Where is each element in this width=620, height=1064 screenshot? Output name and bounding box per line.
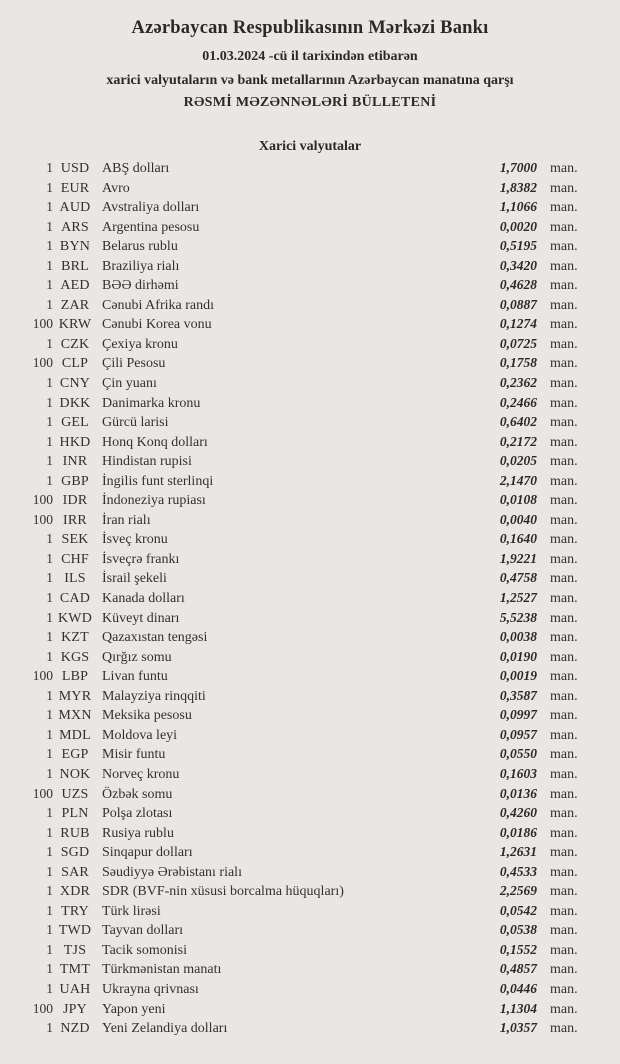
currency-name: Çin yuanı bbox=[102, 376, 157, 392]
quantity: 1 bbox=[46, 179, 53, 195]
rate-row bbox=[0, 275, 620, 295]
quantity: 1 bbox=[46, 765, 53, 781]
rate-row bbox=[0, 412, 620, 432]
currency-name: Tacik somonisi bbox=[102, 942, 187, 958]
rate-row bbox=[0, 236, 620, 256]
unit-label: man. bbox=[550, 434, 578, 450]
quantity: 1 bbox=[46, 629, 53, 645]
unit-label: man. bbox=[550, 278, 578, 294]
currency-code: MDL bbox=[59, 727, 91, 743]
rate-value: 0,1603 bbox=[499, 765, 537, 781]
rate-value: 0,0997 bbox=[499, 707, 537, 723]
section-title: Xarici valyutalar bbox=[258, 139, 362, 154]
rate-value: 0,3420 bbox=[499, 257, 537, 273]
currency-name: Yapon yeni bbox=[102, 1001, 166, 1017]
rate-value: 0,0550 bbox=[499, 746, 537, 762]
rate-value: 1,9221 bbox=[499, 550, 537, 566]
unit-label: man. bbox=[550, 297, 578, 313]
unit-label: man. bbox=[550, 1021, 578, 1037]
quantity: 1 bbox=[46, 746, 53, 762]
unit-label: man. bbox=[550, 493, 578, 509]
rate-row bbox=[0, 549, 620, 569]
currency-name: Cənubi Afrika randı bbox=[102, 297, 214, 313]
rate-row bbox=[0, 823, 620, 843]
rate-row bbox=[0, 451, 620, 471]
currency-code: ILS bbox=[64, 571, 86, 587]
currency-code: GBP bbox=[61, 473, 89, 489]
quantity: 100 bbox=[32, 511, 53, 527]
currency-code: BRL bbox=[61, 258, 89, 274]
unit-label: man. bbox=[550, 903, 578, 919]
currency-code: KZT bbox=[61, 630, 89, 646]
unit-label: man. bbox=[550, 747, 578, 763]
currency-name: İndoneziya rupiası bbox=[102, 493, 206, 509]
unit-label: man. bbox=[550, 239, 578, 255]
rate-value: 0,0190 bbox=[499, 648, 537, 664]
rate-value: 1,2527 bbox=[499, 590, 537, 606]
rate-row bbox=[0, 373, 620, 393]
rate-row bbox=[0, 881, 620, 901]
currency-code: JPY bbox=[63, 1001, 87, 1017]
currency-code: SEK bbox=[61, 532, 89, 548]
rate-row bbox=[0, 1018, 620, 1038]
currency-name: Misir funtu bbox=[102, 747, 166, 763]
currency-name: İsveç kronu bbox=[102, 532, 168, 548]
rate-row bbox=[0, 432, 620, 452]
unit-label: man. bbox=[550, 786, 578, 802]
currency-name: Hindistan rupisi bbox=[102, 454, 192, 470]
currency-code: ARS bbox=[61, 219, 89, 235]
unit-label: man. bbox=[550, 708, 578, 724]
currency-code: USD bbox=[60, 161, 90, 176]
rate-value: 0,0205 bbox=[499, 453, 537, 469]
rate-value: 1,2631 bbox=[499, 844, 537, 860]
rate-row bbox=[0, 959, 620, 979]
quantity: 100 bbox=[32, 492, 53, 508]
currency-code: TWD bbox=[58, 923, 92, 939]
rate-row bbox=[0, 920, 620, 940]
unit-label: man. bbox=[550, 688, 578, 704]
unit-label: man. bbox=[550, 200, 578, 216]
bank-title: Azərbaycan Respublikasının Mərkəzi Bankı bbox=[131, 18, 489, 38]
unit-label: man. bbox=[550, 532, 578, 548]
currency-name: Səudiyyə Ərəbistanı rialı bbox=[102, 864, 242, 880]
quantity: 1 bbox=[46, 531, 53, 547]
currency-name: Qırğız somu bbox=[102, 649, 172, 665]
currency-name: Belarus rublu bbox=[102, 239, 178, 255]
unit-label: man. bbox=[550, 669, 578, 685]
currency-name: Özbək somu bbox=[102, 786, 173, 802]
quantity: 1 bbox=[46, 472, 53, 488]
currency-code: SAR bbox=[61, 864, 89, 880]
rate-value: 0,0136 bbox=[499, 785, 537, 801]
currency-name: Avro bbox=[102, 180, 130, 196]
currency-name: Sinqapur dolları bbox=[102, 845, 193, 861]
currency-code: MYR bbox=[58, 688, 92, 704]
currency-name: İngilis funt sterlinqi bbox=[102, 473, 214, 489]
unit-label: man. bbox=[550, 161, 578, 176]
currency-code: CLP bbox=[61, 356, 89, 372]
quantity: 1 bbox=[46, 980, 53, 996]
quantity: 1 bbox=[46, 961, 53, 977]
rate-row bbox=[0, 901, 620, 921]
currency-name: Qazaxıstan tengəsi bbox=[102, 630, 208, 646]
effective-date-line: 01.03.2024 -cü il tarixindən etibarən bbox=[202, 49, 418, 64]
rate-row bbox=[0, 568, 620, 588]
rate-row bbox=[0, 588, 620, 608]
rate-value: 0,1552 bbox=[499, 941, 537, 957]
quantity: 1 bbox=[46, 335, 53, 351]
bulletin-header bbox=[0, 0, 620, 114]
unit-label: man. bbox=[550, 258, 578, 274]
unit-label: man. bbox=[550, 962, 578, 978]
rate-value: 0,4533 bbox=[499, 863, 537, 879]
currency-name: Türkmənistan manatı bbox=[102, 962, 222, 978]
rate-row bbox=[0, 705, 620, 725]
currency-code: SGD bbox=[60, 845, 90, 861]
bulletin-title: RƏSMİ MƏZƏNNƏLƏRİ BÜLLETENİ bbox=[183, 95, 437, 110]
rate-value: 0,0019 bbox=[499, 668, 537, 684]
unit-label: man. bbox=[550, 336, 578, 352]
quantity: 1 bbox=[46, 707, 53, 723]
rate-row bbox=[0, 256, 620, 276]
currency-name: Livan funtu bbox=[102, 669, 168, 685]
currency-name: Ukrayna qrivnası bbox=[102, 981, 199, 997]
currency-name: Braziliya rialı bbox=[102, 258, 180, 274]
quantity: 1 bbox=[46, 570, 53, 586]
unit-label: man. bbox=[550, 219, 578, 235]
unit-label: man. bbox=[550, 1001, 578, 1017]
quantity: 1 bbox=[46, 687, 53, 703]
rate-row bbox=[0, 666, 620, 686]
unit-label: man. bbox=[550, 766, 578, 782]
rate-row bbox=[0, 490, 620, 510]
currency-code: AUD bbox=[59, 200, 91, 216]
rate-row bbox=[0, 647, 620, 667]
currency-name: Gürcü larisi bbox=[102, 415, 169, 431]
quantity: 1 bbox=[46, 433, 53, 449]
unit-label: man. bbox=[550, 376, 578, 392]
rate-value: 0,4260 bbox=[499, 805, 537, 821]
unit-label: man. bbox=[550, 317, 578, 333]
currency-code: IRR bbox=[63, 512, 87, 528]
unit-label: man. bbox=[550, 415, 578, 431]
rate-row bbox=[0, 158, 620, 178]
quantity: 1 bbox=[46, 414, 53, 430]
currency-name: Cənubi Korea vonu bbox=[102, 317, 212, 333]
currency-code: PLN bbox=[61, 806, 89, 822]
rate-value: 0,0538 bbox=[499, 922, 537, 938]
rate-row bbox=[0, 178, 620, 198]
rate-value: 1,1304 bbox=[499, 1000, 537, 1016]
currency-code: KWD bbox=[57, 610, 93, 626]
quantity: 1 bbox=[46, 941, 53, 957]
currency-code: UAH bbox=[59, 981, 91, 997]
currency-code: RUB bbox=[60, 825, 90, 841]
quantity: 100 bbox=[32, 1000, 53, 1016]
currency-name: Türk lirəsi bbox=[102, 903, 161, 919]
quantity: 1 bbox=[46, 726, 53, 742]
rate-value: 0,2466 bbox=[499, 394, 537, 410]
quantity: 1 bbox=[46, 238, 53, 254]
quantity: 1 bbox=[46, 453, 53, 469]
unit-label: man. bbox=[550, 454, 578, 470]
currency-name: Çexiya kronu bbox=[102, 336, 178, 352]
quantity: 100 bbox=[32, 355, 53, 371]
unit-label: man. bbox=[550, 864, 578, 880]
currency-code: AED bbox=[60, 278, 90, 294]
quantity: 1 bbox=[46, 844, 53, 860]
unit-label: man. bbox=[550, 884, 578, 900]
currency-name: İsveçrə frankı bbox=[102, 551, 180, 567]
quantity: 1 bbox=[46, 296, 53, 312]
unit-label: man. bbox=[550, 512, 578, 528]
rate-row bbox=[0, 862, 620, 882]
quantity: 1 bbox=[46, 218, 53, 234]
rate-value: 0,0038 bbox=[499, 629, 537, 645]
rate-row bbox=[0, 295, 620, 315]
currency-code: TJS bbox=[63, 942, 87, 958]
quantity: 1 bbox=[46, 648, 53, 664]
currency-code: KGS bbox=[60, 649, 90, 665]
rate-value: 0,3587 bbox=[499, 687, 537, 703]
rate-row bbox=[0, 217, 620, 237]
rate-value: 2,1470 bbox=[499, 472, 537, 488]
currency-code: IDR bbox=[62, 493, 88, 509]
rate-value: 0,0725 bbox=[499, 335, 537, 351]
currency-name: Polşa zlotası bbox=[102, 806, 173, 822]
currency-code: CZK bbox=[60, 336, 90, 352]
rate-row bbox=[0, 842, 620, 862]
unit-label: man. bbox=[550, 923, 578, 939]
quantity: 100 bbox=[32, 316, 53, 332]
quantity: 1 bbox=[46, 609, 53, 625]
quantity: 100 bbox=[32, 668, 53, 684]
rate-value: 0,6402 bbox=[499, 414, 537, 430]
unit-label: man. bbox=[550, 356, 578, 372]
currency-name: SDR (BVF-nin xüsusi borcalma hüquqları) bbox=[102, 884, 344, 900]
unit-label: man. bbox=[550, 591, 578, 607]
rate-value: 1,1066 bbox=[499, 199, 537, 215]
rate-row bbox=[0, 608, 620, 628]
rate-value: 0,2362 bbox=[499, 375, 537, 391]
currency-name: Rusiya rublu bbox=[102, 825, 174, 841]
rate-row bbox=[0, 764, 620, 784]
currency-name: Tayvan dolları bbox=[102, 923, 184, 939]
rate-row bbox=[0, 803, 620, 823]
currency-name: ABŞ dolları bbox=[102, 161, 170, 176]
quantity: 1 bbox=[46, 922, 53, 938]
currency-code: TMT bbox=[59, 962, 91, 978]
currency-name: Argentina pesosu bbox=[102, 219, 200, 235]
quantity: 1 bbox=[46, 902, 53, 918]
currency-code: HKD bbox=[59, 434, 91, 450]
currency-code: BYN bbox=[59, 239, 91, 255]
currency-code: XDR bbox=[59, 884, 91, 900]
rate-value: 0,4628 bbox=[499, 277, 537, 293]
currency-name: Malayziya rinqqiti bbox=[102, 688, 206, 704]
currency-code: INR bbox=[62, 454, 88, 470]
unit-label: man. bbox=[550, 395, 578, 411]
quantity: 1 bbox=[46, 883, 53, 899]
rate-value: 5,5238 bbox=[499, 609, 537, 625]
unit-label: man. bbox=[550, 551, 578, 567]
currency-code: CAD bbox=[59, 591, 91, 607]
currency-name: Kanada dolları bbox=[102, 591, 185, 607]
rate-value: 0,0186 bbox=[499, 824, 537, 840]
currency-code: ZAR bbox=[60, 297, 90, 313]
quantity: 1 bbox=[46, 863, 53, 879]
subtitle-line: xarici valyutaların və bank metallarının Azərbaycan manatına qarşı bbox=[106, 73, 514, 88]
currency-name: İran rialı bbox=[102, 512, 151, 528]
unit-label: man. bbox=[550, 825, 578, 841]
currency-code: LBP bbox=[61, 669, 89, 685]
rate-row bbox=[0, 510, 620, 530]
unit-label: man. bbox=[550, 942, 578, 958]
currency-name: İsrail şekeli bbox=[102, 571, 167, 587]
rate-value: 1,8382 bbox=[499, 179, 537, 195]
unit-label: man. bbox=[550, 571, 578, 587]
rate-row bbox=[0, 744, 620, 764]
currency-code: KRW bbox=[58, 317, 92, 333]
rate-value: 0,0108 bbox=[499, 492, 537, 508]
unit-label: man. bbox=[550, 727, 578, 743]
currency-name: Honq Konq dolları bbox=[102, 434, 208, 450]
rate-value: 0,0446 bbox=[499, 980, 537, 996]
currency-name: Norveç kronu bbox=[102, 766, 180, 782]
rate-row bbox=[0, 471, 620, 491]
currency-code: NOK bbox=[59, 766, 91, 782]
currency-code: UZS bbox=[61, 786, 89, 802]
rate-value: 0,0887 bbox=[499, 296, 537, 312]
currency-code: NZD bbox=[60, 1021, 90, 1037]
quantity: 1 bbox=[46, 805, 53, 821]
currency-name: Çili Pesosu bbox=[102, 356, 166, 372]
currency-name: Moldova leyi bbox=[102, 727, 178, 743]
rate-value: 1,7000 bbox=[499, 160, 537, 175]
unit-label: man. bbox=[550, 473, 578, 489]
rate-row bbox=[0, 686, 620, 706]
quantity: 100 bbox=[32, 785, 53, 801]
rate-row bbox=[0, 334, 620, 354]
quantity: 1 bbox=[46, 375, 53, 391]
rate-row bbox=[0, 529, 620, 549]
quantity: 1 bbox=[46, 160, 53, 175]
quantity: 1 bbox=[46, 277, 53, 293]
unit-label: man. bbox=[550, 981, 578, 997]
currency-name: Küveyt dinarı bbox=[102, 610, 180, 626]
unit-label: man. bbox=[550, 649, 578, 665]
unit-label: man. bbox=[550, 845, 578, 861]
rate-row bbox=[0, 627, 620, 647]
currency-code: MXN bbox=[58, 708, 92, 724]
currency-code: TRY bbox=[61, 903, 89, 919]
rate-row bbox=[0, 999, 620, 1019]
rate-value: 0,0542 bbox=[499, 902, 537, 918]
rate-value: 0,0040 bbox=[499, 511, 537, 527]
quantity: 1 bbox=[46, 394, 53, 410]
quantity: 1 bbox=[46, 257, 53, 273]
rate-value: 0,5195 bbox=[499, 238, 537, 254]
currency-name: Danimarka kronu bbox=[102, 395, 201, 411]
quantity: 1 bbox=[46, 199, 53, 215]
unit-label: man. bbox=[550, 610, 578, 626]
unit-label: man. bbox=[550, 180, 578, 196]
rate-row bbox=[0, 784, 620, 804]
rate-value: 0,0020 bbox=[499, 218, 537, 234]
unit-label: man. bbox=[550, 630, 578, 646]
currency-code: CHF bbox=[61, 551, 89, 567]
rates-table bbox=[0, 158, 620, 1038]
quantity: 1 bbox=[46, 1020, 53, 1036]
rate-row bbox=[0, 314, 620, 334]
unit-label: man. bbox=[550, 806, 578, 822]
rate-row bbox=[0, 979, 620, 999]
quantity: 1 bbox=[46, 824, 53, 840]
rate-value: 0,1758 bbox=[499, 355, 537, 371]
rate-value: 0,2172 bbox=[499, 433, 537, 449]
rate-value: 0,0957 bbox=[499, 726, 537, 742]
rate-value: 0,1640 bbox=[499, 531, 537, 547]
rate-value: 1,0357 bbox=[499, 1020, 537, 1036]
rate-row bbox=[0, 725, 620, 745]
currency-code: EGP bbox=[61, 747, 89, 763]
quantity: 1 bbox=[46, 550, 53, 566]
rate-row bbox=[0, 393, 620, 413]
currency-name: Yeni Zelandiya dolları bbox=[102, 1021, 228, 1037]
rate-value: 0,1274 bbox=[499, 316, 537, 332]
rate-row bbox=[0, 940, 620, 960]
currency-name: BƏƏ dirhəmi bbox=[102, 278, 179, 294]
currency-name: Meksika pesosu bbox=[102, 708, 192, 724]
currency-code: CNY bbox=[59, 376, 91, 392]
rate-value: 2,2569 bbox=[499, 883, 537, 899]
rate-row bbox=[0, 197, 620, 217]
currency-code: GEL bbox=[61, 415, 89, 431]
currency-code: DKK bbox=[59, 395, 91, 411]
rate-value: 0,4758 bbox=[499, 570, 537, 586]
currency-name: Avstraliya dolları bbox=[102, 200, 200, 216]
rate-value: 0,4857 bbox=[499, 961, 537, 977]
currency-code: EUR bbox=[60, 180, 90, 196]
rate-row bbox=[0, 353, 620, 373]
quantity: 1 bbox=[46, 590, 53, 606]
